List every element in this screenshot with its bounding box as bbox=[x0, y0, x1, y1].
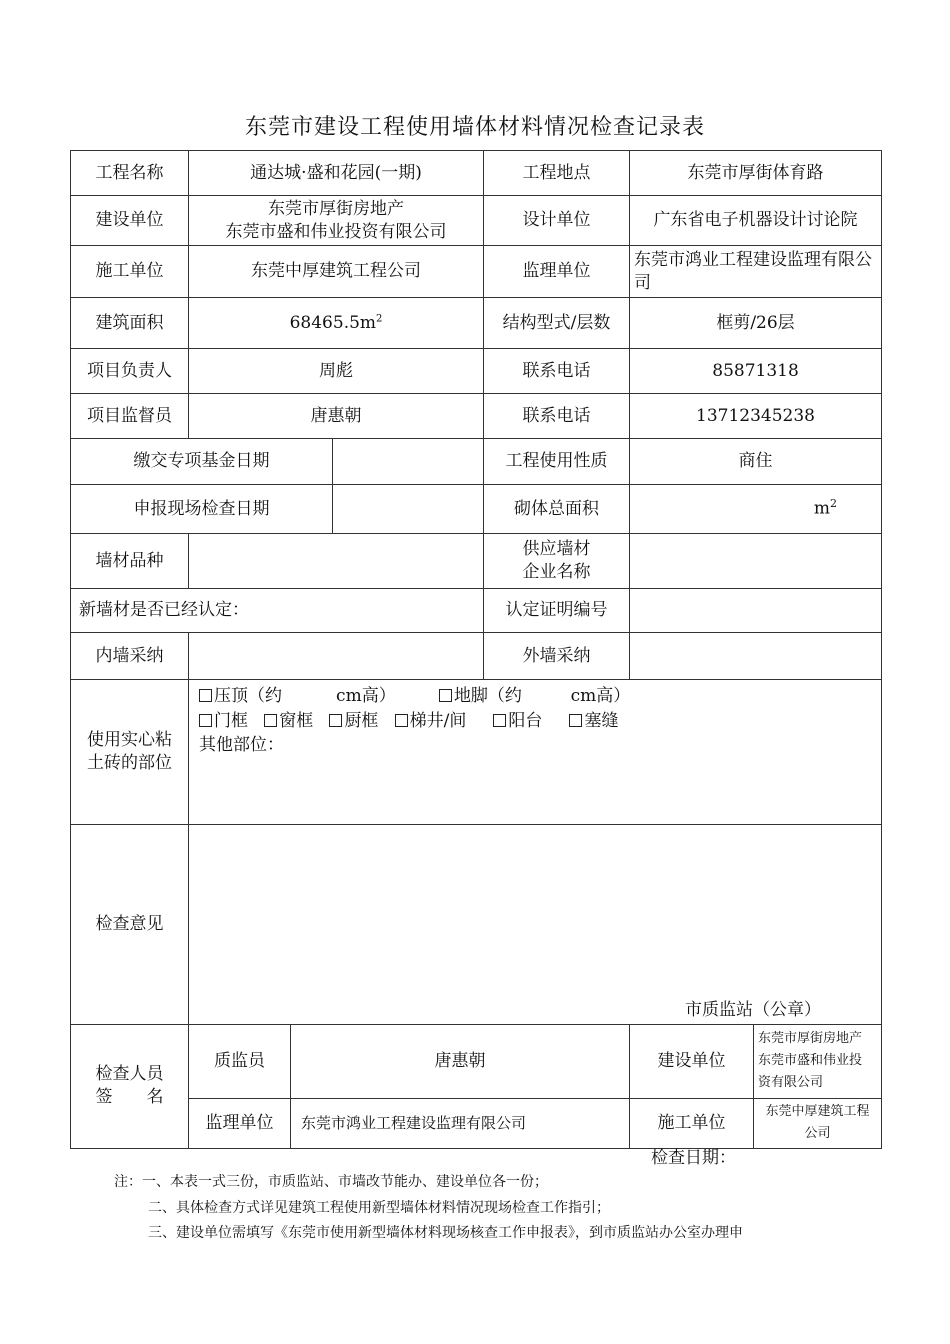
row-fund-date bbox=[71, 439, 882, 485]
report-date-label: 申报现场检查日期 bbox=[71, 485, 333, 534]
inner-wall-value[interactable] bbox=[189, 633, 484, 680]
sign-supervisor-label: 监理单位 bbox=[189, 1098, 291, 1148]
supplier-label bbox=[484, 534, 630, 589]
project-name-value[interactable]: 通达城·盛和花园(一期) bbox=[189, 151, 484, 196]
sign-label-line-1: 检查人员 bbox=[95, 1064, 164, 1085]
opt-window: 窗框 bbox=[279, 710, 314, 731]
sign-builder-value[interactable] bbox=[754, 1024, 882, 1098]
options-line-3: 其他部位： bbox=[199, 735, 284, 756]
masonry-area-unit: m bbox=[813, 498, 831, 519]
masonry-area-sup: 2 bbox=[830, 497, 838, 511]
builder-label: 建设单位 bbox=[71, 196, 189, 246]
sign-builder-line-1: 东莞市厚街房地产 bbox=[758, 1031, 863, 1047]
builder-line-2: 东莞市盛和伟业投资有限公司 bbox=[225, 221, 447, 242]
row-report-date bbox=[71, 485, 882, 534]
opt-kitchen: 厨框 bbox=[344, 710, 379, 731]
structure-value[interactable]: 框剪/26层 bbox=[630, 298, 882, 349]
fund-date-label: 缴交专项基金日期 bbox=[71, 439, 333, 485]
phone-label-2: 联系电话 bbox=[484, 394, 630, 439]
outer-wall-value[interactable] bbox=[630, 633, 882, 680]
checkbox-top[interactable] bbox=[199, 689, 212, 702]
project-site-value[interactable]: 东莞市厚街体育路 bbox=[630, 151, 882, 196]
opt-balcony: 阳台 bbox=[508, 710, 543, 731]
constructor-label: 施工单位 bbox=[71, 246, 189, 298]
project-site-label: 工程地点 bbox=[484, 151, 630, 196]
wall-type-value[interactable] bbox=[189, 534, 484, 589]
options-blank-area[interactable] bbox=[199, 758, 871, 820]
opt-seam: 塞缝 bbox=[584, 710, 619, 731]
row-project-name bbox=[71, 151, 882, 196]
options-line-1 bbox=[199, 684, 871, 709]
solid-brick-label-line-1: 使用实心粘 bbox=[87, 730, 172, 751]
row-inspector bbox=[71, 394, 882, 439]
inspector-value[interactable]: 唐惠朝 bbox=[189, 394, 484, 439]
cert-no-label: 认定证明编号 bbox=[484, 589, 630, 633]
check-date-label: 检查日期： bbox=[651, 1148, 736, 1168]
opt-door: 门框 bbox=[214, 710, 248, 731]
designer-value[interactable]: 广东省电子机器设计讨论院 bbox=[630, 196, 882, 246]
sign-constructor-label: 施工单位 bbox=[630, 1098, 754, 1148]
row-opinion bbox=[71, 824, 882, 1024]
area-unit-sup: 2 bbox=[376, 312, 383, 324]
constructor-value[interactable]: 东莞中厚建筑工程公司 bbox=[189, 246, 484, 298]
row-walls bbox=[71, 633, 882, 680]
checkbox-stair[interactable] bbox=[395, 714, 408, 727]
sign-builder-label: 建设单位 bbox=[630, 1024, 754, 1098]
supervisor-label: 监理单位 bbox=[484, 246, 630, 298]
opt-stair: 梯井/间 bbox=[409, 710, 467, 731]
row-wall-type bbox=[71, 534, 882, 589]
sign-constructor-line-2: 公司 bbox=[804, 1126, 831, 1142]
usage-value[interactable]: 商住 bbox=[630, 439, 882, 485]
supplier-label-line-2: 企业名称 bbox=[522, 562, 591, 582]
row-constructor bbox=[71, 246, 882, 298]
qc-label: 质监员 bbox=[189, 1024, 291, 1098]
opt-top-b: cm高） bbox=[336, 686, 396, 706]
checkbox-kitchen[interactable] bbox=[329, 714, 342, 727]
checkbox-balcony[interactable] bbox=[493, 714, 506, 727]
opinion-label: 检查意见 bbox=[71, 824, 189, 1024]
report-date-value[interactable] bbox=[333, 485, 484, 534]
row-certified bbox=[71, 589, 882, 633]
note-3: 三、建设单位需填写《东莞市使用新型墙体材料现场核查工作申报表》，到市质监站办公室办理申 bbox=[148, 1225, 743, 1241]
area-number: 68465.5m bbox=[289, 312, 377, 333]
designer-label: 设计单位 bbox=[484, 196, 630, 246]
solid-brick-label-line-2: 土砖的部位 bbox=[87, 752, 172, 773]
note-1: 注：一、本表一式三份，市质监站、市墙改节能办、建设单位各一份； bbox=[114, 1174, 548, 1190]
area-value[interactable] bbox=[189, 298, 484, 349]
builder-line-1: 东莞市厚街房地产 bbox=[268, 198, 404, 219]
row-manager bbox=[71, 349, 882, 394]
structure-label: 结构型式/层数 bbox=[484, 298, 630, 349]
outer-wall-label: 外墙采纳 bbox=[484, 633, 630, 680]
checkbox-door[interactable] bbox=[199, 714, 212, 727]
stamp-label: 市质监站（公章） bbox=[685, 999, 822, 1020]
sign-supervisor-value[interactable]: 东莞市鸿业工程建设监理有限公司 bbox=[291, 1098, 630, 1148]
row-sign-1 bbox=[71, 1024, 882, 1098]
sign-builder-line-3: 资有限公司 bbox=[758, 1075, 824, 1091]
fund-date-value[interactable] bbox=[333, 439, 484, 485]
masonry-area-value[interactable] bbox=[630, 485, 882, 534]
inner-wall-label: 内墙采纳 bbox=[71, 633, 189, 680]
supplier-value[interactable] bbox=[630, 534, 882, 589]
project-name-label: 工程名称 bbox=[71, 151, 189, 196]
supervisor-value[interactable]: 东莞市鸿业工程建设监理有限公司 bbox=[630, 246, 882, 298]
inspector-label: 项目监督员 bbox=[71, 394, 189, 439]
checkbox-seam[interactable] bbox=[569, 714, 582, 727]
manager-value[interactable]: 周彪 bbox=[189, 349, 484, 394]
sign-constructor-line-1: 东莞中厚建筑工程 bbox=[765, 1104, 870, 1120]
phone-value-1[interactable]: 85871318 bbox=[630, 349, 882, 394]
sign-label bbox=[71, 1024, 189, 1148]
page-title: 东莞市建设工程使用墙体材料情况检查记录表 bbox=[244, 115, 705, 140]
row-builder bbox=[71, 196, 882, 246]
usage-label: 工程使用性质 bbox=[484, 439, 630, 485]
manager-label: 项目负责人 bbox=[71, 349, 189, 394]
solid-brick-label bbox=[71, 680, 189, 825]
masonry-area-label: 砌体总面积 bbox=[484, 485, 630, 534]
supplier-label-line-1: 供应墙材 bbox=[522, 539, 591, 560]
sign-builder-line-2: 东莞市盛和伟业投 bbox=[758, 1053, 863, 1069]
solid-brick-options bbox=[189, 680, 882, 825]
checkbox-window[interactable] bbox=[264, 714, 277, 727]
qc-name[interactable]: 唐惠朝 bbox=[291, 1024, 630, 1098]
phone-value-2[interactable]: 13712345238 bbox=[630, 394, 882, 439]
wall-type-label: 墙材品种 bbox=[71, 534, 189, 589]
row-area bbox=[71, 298, 882, 349]
sign-constructor-value[interactable] bbox=[754, 1098, 882, 1148]
certified-label: 新墙材是否已经认定： bbox=[71, 589, 484, 633]
opt-top-a: 压顶（约 bbox=[214, 686, 282, 706]
cert-no-value[interactable] bbox=[630, 589, 882, 633]
area-label: 建筑面积 bbox=[71, 298, 189, 349]
note-2: 二、具体检查方式详见建筑工程使用新型墙体材料情况现场检查工作指引； bbox=[148, 1200, 610, 1216]
checkbox-foot[interactable] bbox=[439, 689, 452, 702]
builder-value[interactable] bbox=[189, 196, 484, 246]
opt-foot-b: cm高） bbox=[570, 686, 631, 706]
options-line-2 bbox=[199, 709, 871, 734]
row-sign-2 bbox=[71, 1098, 882, 1148]
opinion-area[interactable] bbox=[189, 824, 882, 1024]
phone-label-1: 联系电话 bbox=[484, 349, 630, 394]
row-solid-brick bbox=[71, 680, 882, 825]
inspection-form-table bbox=[70, 150, 882, 1149]
sign-label-line-2: 签 名 bbox=[95, 1087, 164, 1108]
opt-foot-a: 地脚（约 bbox=[453, 686, 522, 706]
